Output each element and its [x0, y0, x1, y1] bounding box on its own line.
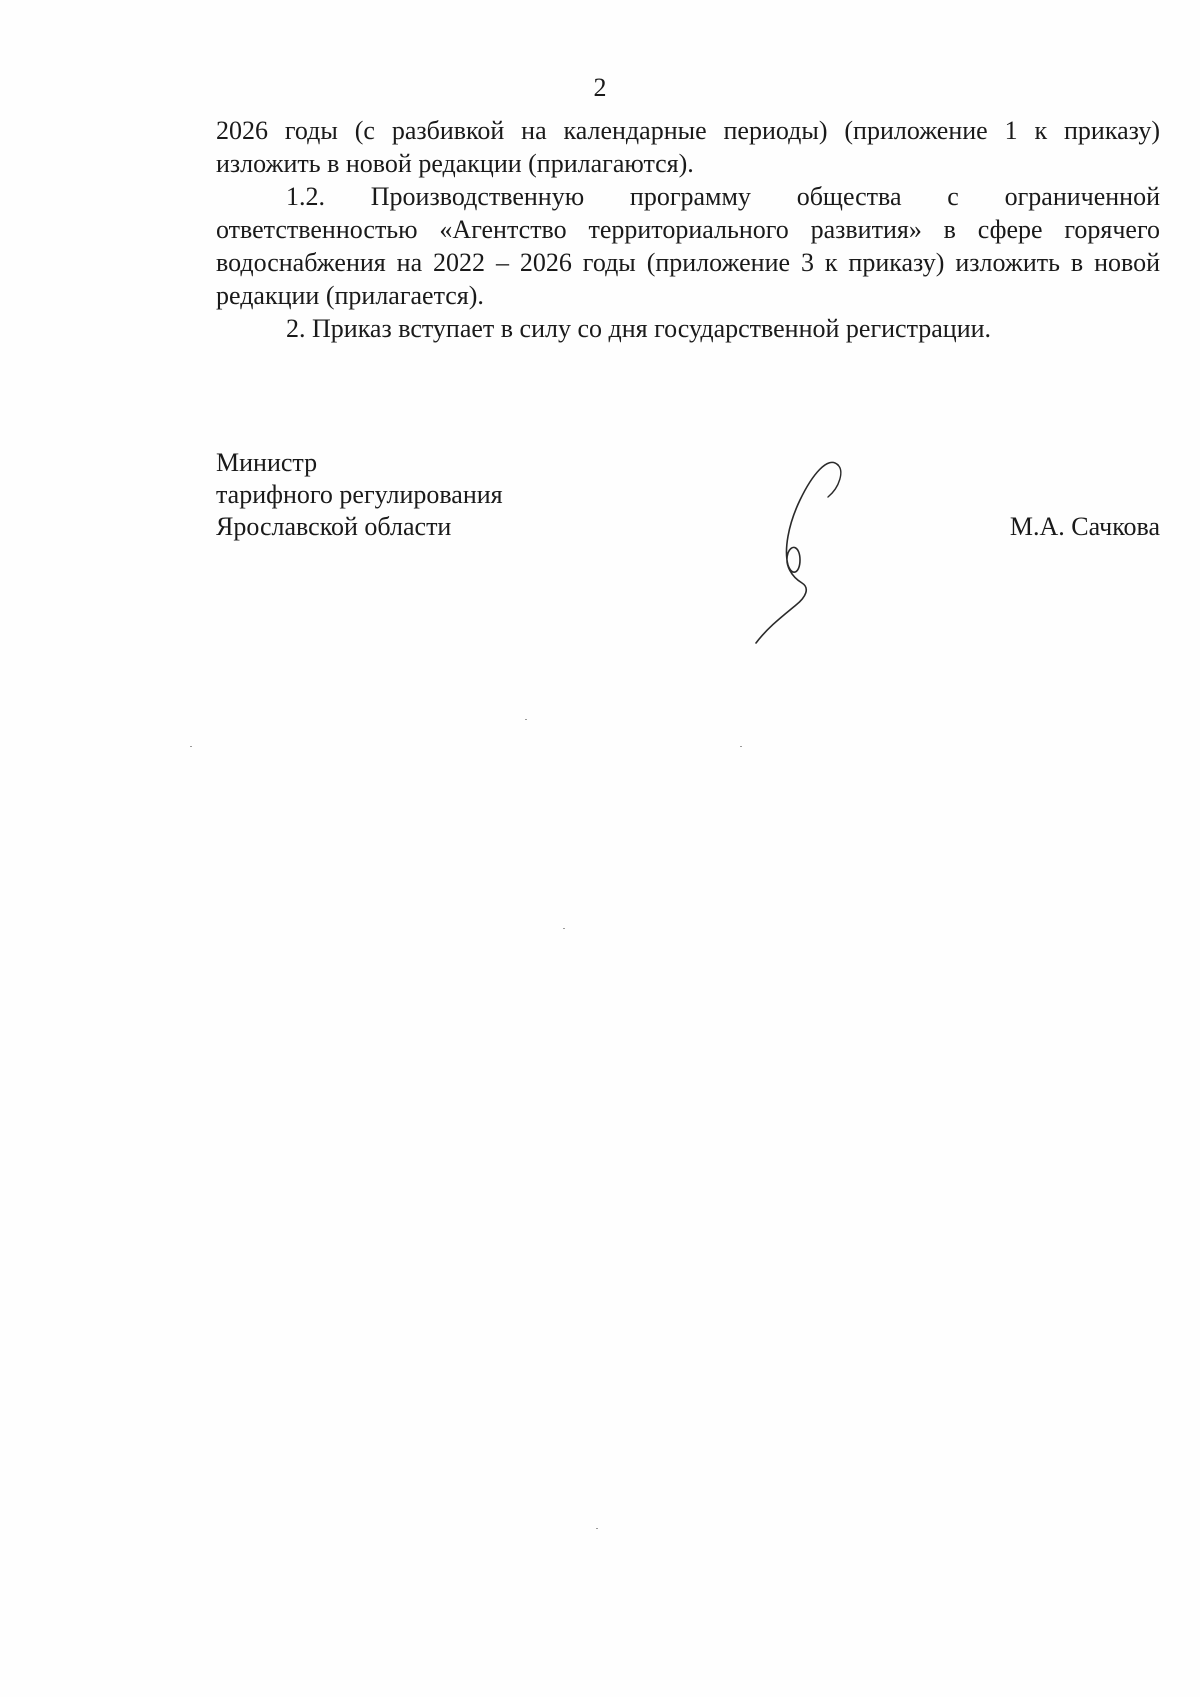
scan-speck — [563, 928, 565, 929]
scan-speck — [596, 1528, 598, 1529]
signature-stroke — [828, 465, 841, 497]
paragraph-item-2: 2. Приказ вступает в силу со дня государственной регистрации. — [286, 314, 992, 343]
handwritten-signature — [750, 455, 880, 645]
signatory-position-line: тарифного регулирования — [216, 480, 503, 509]
signatory-name: М.А. Сачкова — [1009, 512, 1160, 541]
page-number: 2 — [593, 73, 607, 102]
scan-speck — [525, 719, 527, 720]
scan-speck — [740, 746, 742, 747]
document-body — [216, 114, 1160, 345]
scan-speck — [190, 746, 192, 747]
paragraph-continuation: 2026 годы (с разбивкой на календарные периоды) (приложение 1 к приказу) изложить в новой редакции (прилагаются). — [216, 116, 1160, 178]
signatory-position-line: Ярославской области — [216, 512, 452, 541]
paragraph-item-1-2: 1.2. Производственную программу общества с ограниченной ответственностью «Агентство территориального развития» в сфере горячего водоснабжения на 2022 – 2026 годы (приложение 3 к приказу) изложить в новой редакции (прилагается). — [216, 182, 1160, 310]
signatory-position-line: Министр — [216, 448, 318, 477]
signature-stroke — [756, 462, 838, 643]
